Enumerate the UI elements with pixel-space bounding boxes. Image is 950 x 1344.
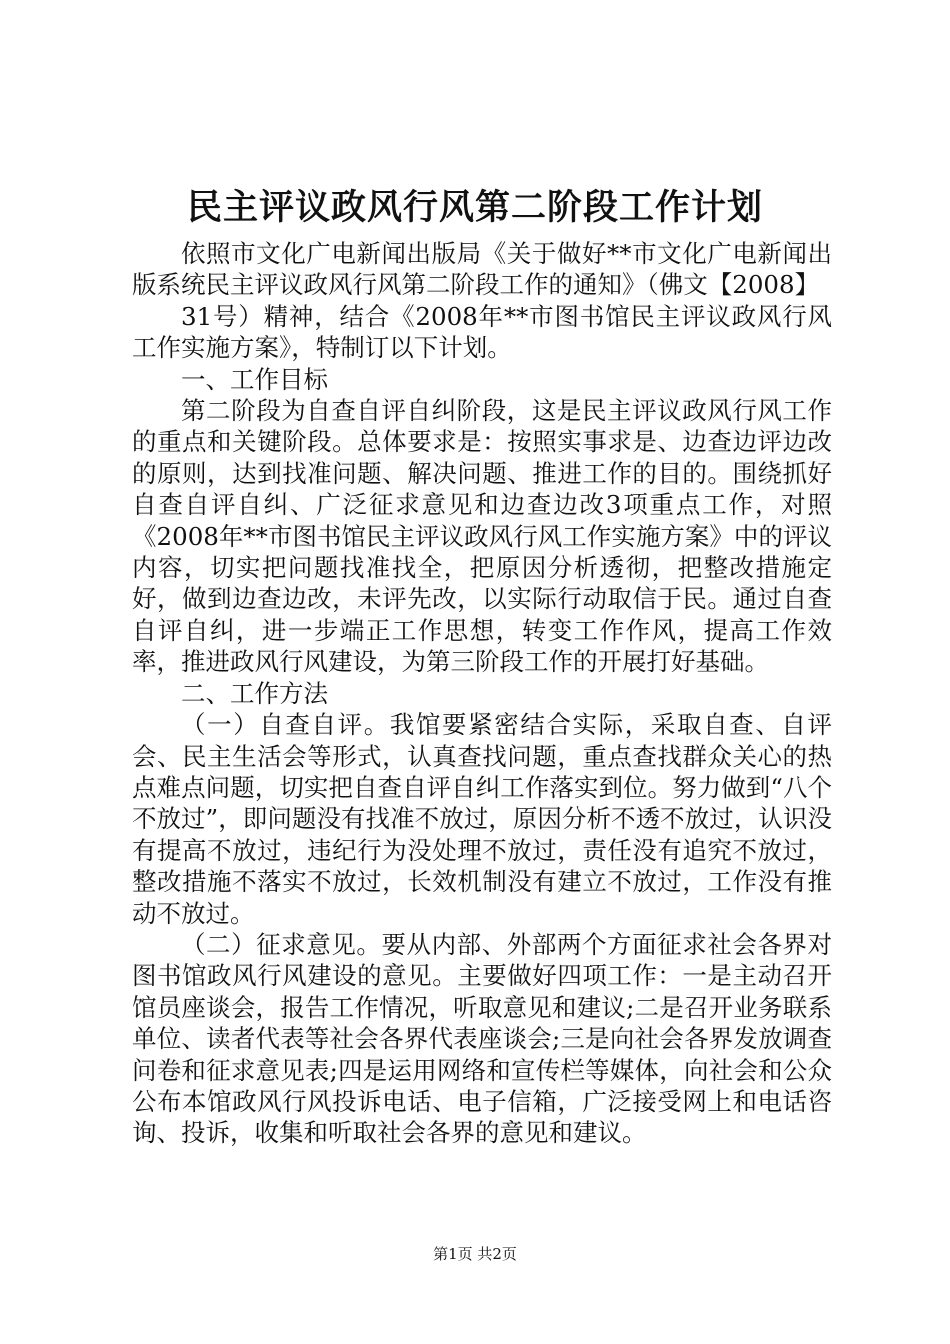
page-footer: 第1页 共2页 [433, 1245, 517, 1263]
document-title: 民主评议政风行风第二阶段工作计划 [186, 187, 763, 228]
section-heading-methods: 二、工作方法 [181, 678, 328, 708]
section-heading-goals: 一、工作目标 [181, 364, 328, 394]
document-body [132, 238, 832, 1149]
paragraph-intro: 依照市文化广电新闻出版局《关于做好**市文化广电新闻出版系统民主评议政风行风第二阶段工作的通知》（佛文【2008】 [132, 239, 832, 300]
paragraph-method-self-review: （一）自查自评。我馆要紧密结合实际，采取自查、自评会、民主生活会等形式，认真查找问题，重点查找群众关心的热点难点问题，切实把自查自评自纠工作落实到位。努力做到“八个不放过”，即问题没有找准不放过，原因分析不透不放过，认识没有提高不放过，违纪行为没处理不放过，责任没有追究不放过，整改措施不落实不放过，长效机制没有建立不放过，工作没有推动不放过。 [132, 710, 832, 928]
paragraph-method-solicit-opinions: （二）征求意见。要从内部、外部两个方面征求社会各界对图书馆政风行风建设的意见。主要做好四项工作：一是主动召开馆员座谈会，报告工作情况，听取意见和建议;二是召开业务联系单位、读者代表等社会各界代表座谈会;三是向社会各界发放调查问卷和征求意见表;四是运用网络和宣传栏等媒体，向社会和公众公布本馆政风行风投诉电话、电子信箱，广泛接受网上和电话咨询、投诉，收集和听取社会各界的意见和建议。 [132, 929, 832, 1148]
paragraph-goals: 第二阶段为自查自评自纠阶段，这是民主评议政风行风工作的重点和关键阶段。总体要求是：按照实事求是、边查边评边改的原则，达到找准问题、解决问题、推进工作的目的。围绕抓好自查自评自纠、广泛征求意见和边查边改3项重点工作，对照《2008年**市图书馆民主评议政风行风工作实施方案》中的评议内容，切实把问题找准找全，把原因分析透彻，把整改措施定好，做到边查边改，未评先改，以实际行动取信于民。通过自查自评自纠，进一步端正工作思想，转变工作作风，提高工作效率，推进政风行风建设，为第三阶段工作的开展打好基础。 [132, 396, 832, 677]
paragraph-intro-continued: 31号）精神，结合《2008年**市图书馆民主评议政风行风工作实施方案》，特制订以下计划。 [132, 301, 832, 363]
